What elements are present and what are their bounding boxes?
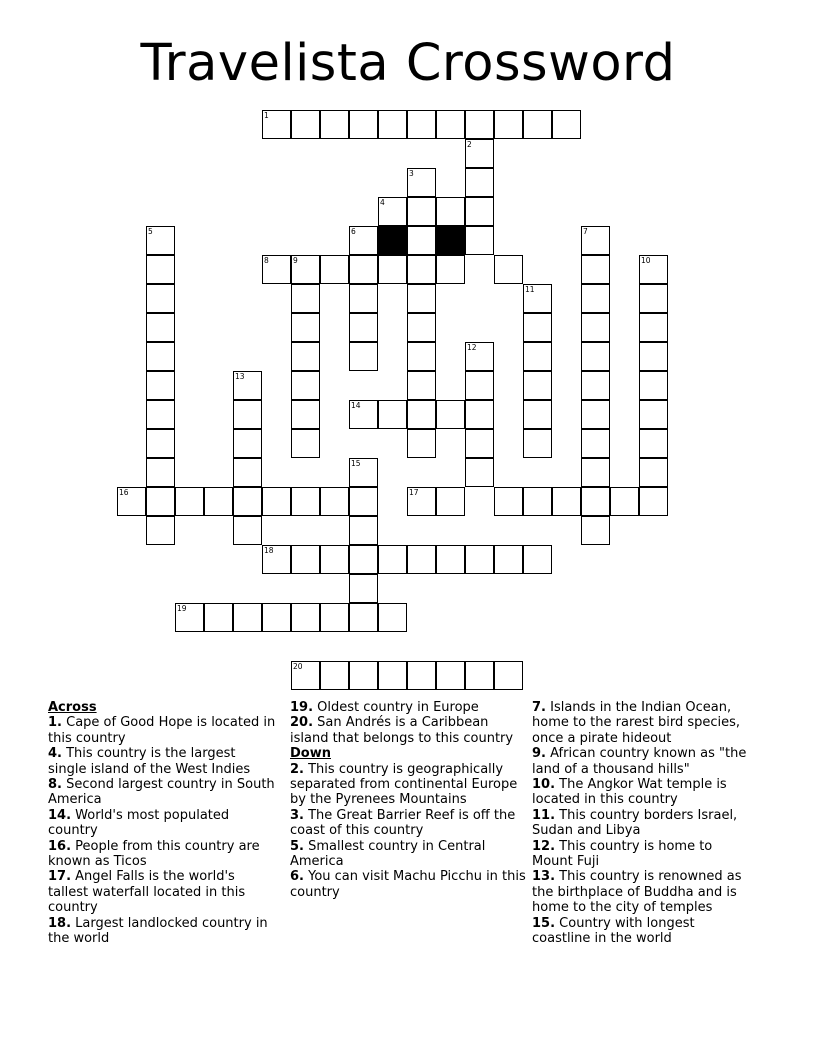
grid-cell[interactable] <box>175 487 204 516</box>
clue-number: 6. <box>290 869 304 885</box>
grid-cell[interactable] <box>610 487 639 516</box>
clue-number: 14. <box>48 807 72 823</box>
grid-cell[interactable] <box>407 110 436 139</box>
grid-cell[interactable] <box>349 574 378 603</box>
grid-cell[interactable] <box>639 313 668 342</box>
clue-number: 15. <box>532 915 556 931</box>
grid-cell[interactable] <box>349 110 378 139</box>
grid-cell[interactable] <box>407 545 436 574</box>
grid-cell[interactable] <box>291 400 320 429</box>
grid-cell[interactable] <box>378 197 407 226</box>
grid-cell[interactable] <box>465 429 494 458</box>
grid-cell[interactable] <box>291 313 320 342</box>
clue-item <box>290 869 526 900</box>
grid-cell[interactable] <box>523 342 552 371</box>
grid-cell[interactable] <box>349 255 378 284</box>
grid-cell[interactable] <box>639 342 668 371</box>
grid-cell[interactable] <box>262 110 291 139</box>
grid-cell[interactable] <box>291 342 320 371</box>
grid-cell[interactable] <box>639 284 668 313</box>
grid-cell[interactable] <box>146 226 175 255</box>
clues-column-3 <box>532 700 754 947</box>
clue-number: 7. <box>532 700 546 715</box>
clue-item <box>532 777 754 808</box>
grid-cell[interactable] <box>291 603 320 632</box>
clue-text: Islands in the Indian Ocean, home to the rarest bird species, once a pirate hideout <box>532 700 741 746</box>
clue-number-label: 6 <box>351 227 356 236</box>
grid-cell[interactable] <box>465 400 494 429</box>
clue-number: 8. <box>48 777 62 793</box>
clue-text: San Andrés is a Caribbean island that belongs to this country <box>290 715 514 746</box>
clue-text: Second largest country in South America <box>48 777 275 808</box>
clue-number-label: 14 <box>351 401 361 410</box>
black-cell <box>378 226 407 255</box>
grid-cell[interactable] <box>349 487 378 516</box>
grid-cell[interactable] <box>407 342 436 371</box>
clue-text: Country with longest coastline in the world <box>532 915 695 947</box>
clue-number: 20. <box>290 715 314 731</box>
clue-text: This country is home to Mount Fuji <box>532 838 713 870</box>
grid-cell[interactable] <box>146 458 175 487</box>
grid-cell[interactable] <box>146 516 175 545</box>
grid-cell[interactable] <box>349 458 378 487</box>
grid-cell[interactable] <box>581 313 610 342</box>
grid-cell[interactable] <box>465 342 494 371</box>
clue-item <box>532 869 754 915</box>
clue-item <box>48 869 276 915</box>
grid-cell[interactable] <box>233 603 262 632</box>
clue-number: 18. <box>48 915 72 931</box>
grid-cell[interactable] <box>407 226 436 255</box>
grid-cell[interactable] <box>233 400 262 429</box>
clue-item <box>290 839 526 870</box>
clue-item <box>532 916 754 947</box>
clue-text: Cape of Good Hope is located in this country <box>48 715 276 746</box>
clue-item <box>48 746 276 777</box>
clue-text: The Great Barrier Reef is off the coast of this country <box>290 807 516 839</box>
grid-cell[interactable] <box>262 603 291 632</box>
clue-item <box>48 777 276 808</box>
grid-cell[interactable] <box>581 487 610 516</box>
clue-text: This country is geographically separated from continental Europe by the Pyrenees Mountains <box>290 761 518 808</box>
clues-column-2 <box>290 700 526 900</box>
clue-text: This country borders Israel, Sudan and Libya <box>532 807 738 839</box>
grid-cell[interactable] <box>465 110 494 139</box>
page-title: Travelista Crossword <box>140 34 676 93</box>
grid-cell[interactable] <box>407 400 436 429</box>
grid-cell[interactable] <box>146 342 175 371</box>
clue-text: African country known as "the land of a thousand hills" <box>532 746 747 777</box>
grid-cell[interactable] <box>407 371 436 400</box>
clue-text: This country is renowned as the birthplace of Buddha and is home to the city of temples <box>532 869 742 916</box>
grid-cell[interactable] <box>320 487 349 516</box>
down-header: Down <box>290 746 331 762</box>
grid-cell[interactable] <box>349 661 378 690</box>
grid-cell[interactable] <box>349 284 378 313</box>
grid-cell[interactable] <box>378 110 407 139</box>
clue-number-label: 20 <box>293 662 303 671</box>
clue-number-label: 11 <box>525 285 535 294</box>
grid-cell[interactable] <box>523 284 552 313</box>
grid-cell[interactable] <box>436 400 465 429</box>
grid-cell[interactable] <box>378 603 407 632</box>
clue-text: People from this country are known as Ticos <box>48 838 260 870</box>
grid-cell[interactable] <box>581 371 610 400</box>
grid-cell[interactable] <box>320 545 349 574</box>
clue-number-label: 13 <box>235 372 245 381</box>
grid-cell[interactable] <box>639 429 668 458</box>
grid-cell[interactable] <box>320 255 349 284</box>
grid-cell[interactable] <box>378 400 407 429</box>
grid-cell[interactable] <box>639 400 668 429</box>
clues-column-1 <box>48 700 276 947</box>
grid-cell[interactable] <box>349 400 378 429</box>
clue-text: World's most populated country <box>48 807 230 839</box>
clue-number: 12. <box>532 838 556 854</box>
clue-item <box>532 700 754 746</box>
grid-cell[interactable] <box>175 603 204 632</box>
clue-item <box>290 808 526 839</box>
across-header: Across <box>48 700 97 715</box>
grid-cell[interactable] <box>146 255 175 284</box>
grid-cell[interactable] <box>204 487 233 516</box>
grid-cell[interactable] <box>494 487 523 516</box>
grid-cell[interactable] <box>436 661 465 690</box>
clue-item <box>290 715 526 746</box>
grid-cell[interactable] <box>291 487 320 516</box>
clue-item <box>48 808 276 839</box>
grid-cell[interactable] <box>349 226 378 255</box>
grid-cell[interactable] <box>639 487 668 516</box>
clue-number: 2. <box>290 761 304 777</box>
grid-cell[interactable] <box>146 284 175 313</box>
grid-cell[interactable] <box>378 661 407 690</box>
grid-cell[interactable] <box>291 284 320 313</box>
clue-text: Largest landlocked country in the world <box>48 915 268 947</box>
clue-text: Angel Falls is the world's tallest waterfall located in this country <box>48 869 246 916</box>
clue-number-label: 12 <box>467 343 477 352</box>
grid-cell[interactable] <box>320 603 349 632</box>
grid-cell[interactable] <box>407 313 436 342</box>
grid-cell[interactable] <box>494 255 523 284</box>
clue-number: 10. <box>532 777 556 793</box>
grid-cell[interactable] <box>146 429 175 458</box>
grid-cell[interactable] <box>291 429 320 458</box>
grid-cell[interactable] <box>494 110 523 139</box>
clue-number: 16. <box>48 838 72 854</box>
clue-item <box>48 715 276 746</box>
grid-cell[interactable] <box>523 110 552 139</box>
grid-cell[interactable] <box>349 342 378 371</box>
grid-cell[interactable] <box>523 487 552 516</box>
grid-cell[interactable] <box>581 342 610 371</box>
grid-cell[interactable] <box>581 516 610 545</box>
grid-cell[interactable] <box>146 371 175 400</box>
grid-cell[interactable] <box>349 313 378 342</box>
grid-cell[interactable] <box>436 255 465 284</box>
clue-number-label: 3 <box>409 169 414 178</box>
clue-number-label: 2 <box>467 140 472 149</box>
clue-item <box>290 700 526 715</box>
grid-cell[interactable] <box>465 226 494 255</box>
grid-cell[interactable] <box>233 429 262 458</box>
grid-cell[interactable] <box>639 458 668 487</box>
black-cell <box>436 226 465 255</box>
grid-cell[interactable] <box>407 429 436 458</box>
clue-number-label: 10 <box>641 256 651 265</box>
clue-number: 13. <box>532 869 556 885</box>
grid-cell[interactable] <box>204 603 233 632</box>
clue-item <box>48 839 276 870</box>
clue-number: 5. <box>290 838 304 854</box>
clue-number: 9. <box>532 746 546 762</box>
grid-cell[interactable] <box>291 110 320 139</box>
clue-text: The Angkor Wat temple is located in this country <box>532 777 727 808</box>
clue-number: 3. <box>290 807 304 823</box>
grid-cell[interactable] <box>262 255 291 284</box>
clue-text: Smallest country in Central America <box>290 838 486 870</box>
grid-cell[interactable] <box>465 458 494 487</box>
clue-number: 4. <box>48 746 62 762</box>
clue-number-label: 7 <box>583 227 588 236</box>
grid-cell[interactable] <box>291 371 320 400</box>
grid-cell[interactable] <box>552 487 581 516</box>
grid-cell[interactable] <box>523 400 552 429</box>
clue-item <box>532 808 754 839</box>
grid-cell[interactable] <box>291 255 320 284</box>
clue-number-label: 19 <box>177 604 187 613</box>
clue-number-label: 17 <box>409 488 419 497</box>
clue-item <box>290 762 526 808</box>
clue-number-label: 15 <box>351 459 361 468</box>
clue-number: 11. <box>532 807 556 823</box>
clue-number: 17. <box>48 869 72 885</box>
grid-cell[interactable] <box>639 255 668 284</box>
grid-cell[interactable] <box>436 487 465 516</box>
grid-cell[interactable] <box>523 429 552 458</box>
grid-cell[interactable] <box>291 661 320 690</box>
grid-cell[interactable] <box>523 545 552 574</box>
grid-cell[interactable] <box>262 545 291 574</box>
grid-cell[interactable] <box>146 400 175 429</box>
grid-cell[interactable] <box>581 458 610 487</box>
grid-cell[interactable] <box>465 545 494 574</box>
grid-cell[interactable] <box>233 487 262 516</box>
clue-number: 1. <box>48 715 62 731</box>
clue-item <box>532 839 754 870</box>
grid-cell[interactable] <box>494 545 523 574</box>
grid-cell[interactable] <box>552 110 581 139</box>
clue-number-label: 18 <box>264 546 274 555</box>
clue-item <box>48 916 276 947</box>
grid-cell[interactable] <box>233 458 262 487</box>
grid-cell[interactable] <box>407 197 436 226</box>
grid-cell[interactable] <box>320 661 349 690</box>
grid-cell[interactable] <box>291 545 320 574</box>
grid-cell[interactable] <box>407 661 436 690</box>
grid-cell[interactable] <box>349 545 378 574</box>
grid-cell[interactable] <box>523 371 552 400</box>
grid-cell[interactable] <box>407 168 436 197</box>
clue-number-label: 4 <box>380 198 385 207</box>
grid-cell[interactable] <box>407 284 436 313</box>
grid-cell[interactable] <box>523 313 552 342</box>
grid-cell[interactable] <box>465 139 494 168</box>
grid-cell[interactable] <box>262 487 291 516</box>
grid-cell[interactable] <box>494 661 523 690</box>
grid-cell[interactable] <box>436 545 465 574</box>
grid-cell[interactable] <box>407 255 436 284</box>
grid-cell[interactable] <box>465 168 494 197</box>
grid-cell[interactable] <box>349 516 378 545</box>
grid-cell[interactable] <box>233 371 262 400</box>
clue-number-label: 16 <box>119 488 129 497</box>
grid-cell[interactable] <box>117 487 146 516</box>
grid-cell[interactable] <box>436 110 465 139</box>
clue-text: Oldest country in Europe <box>313 700 479 715</box>
grid-cell[interactable] <box>436 197 465 226</box>
grid-cell[interactable] <box>407 487 436 516</box>
clue-number-label: 8 <box>264 256 269 265</box>
clue-text: This country is the largest single island of the West Indies <box>48 746 251 777</box>
clue-number-label: 5 <box>148 227 153 236</box>
grid-cell[interactable] <box>581 429 610 458</box>
clue-item <box>532 746 754 777</box>
grid-cell[interactable] <box>146 313 175 342</box>
grid-cell[interactable] <box>465 371 494 400</box>
grid-cell[interactable] <box>639 371 668 400</box>
clue-text: You can visit Machu Picchu in this country <box>290 869 526 900</box>
grid-cell[interactable] <box>349 603 378 632</box>
grid-cell[interactable] <box>581 226 610 255</box>
grid-cell[interactable] <box>465 197 494 226</box>
grid-cell[interactable] <box>581 400 610 429</box>
clue-number: 19. <box>290 700 314 715</box>
grid-cell[interactable] <box>233 516 262 545</box>
grid-cell[interactable] <box>581 255 610 284</box>
grid-cell[interactable] <box>378 545 407 574</box>
grid-cell[interactable] <box>146 487 175 516</box>
clue-number-label: 1 <box>264 111 269 120</box>
grid-cell[interactable] <box>378 255 407 284</box>
clue-number-label: 9 <box>293 256 298 265</box>
grid-cell[interactable] <box>320 110 349 139</box>
grid-cell[interactable] <box>465 661 494 690</box>
grid-cell[interactable] <box>581 284 610 313</box>
